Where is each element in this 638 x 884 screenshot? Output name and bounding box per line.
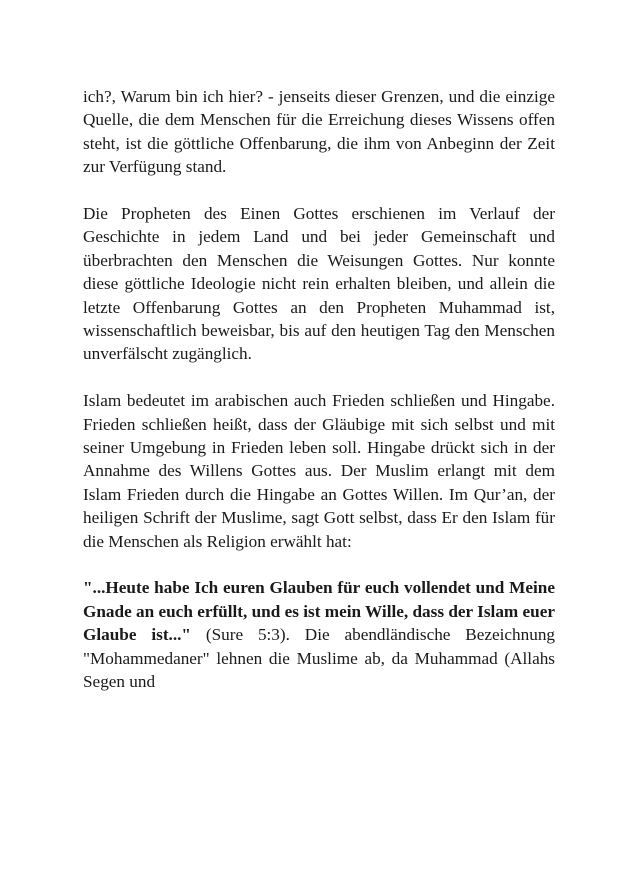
paragraph-1: ich?, Warum bin ich hier? - jenseits dieser Grenzen, und die einzige Quelle, die dem Menschen für die Erreichung dieses Wissens offen steht, ist die göttliche Offenbarung, die ihm von Anbeginn der Zeit zur Verfügung stand. (83, 87, 555, 177)
paragraph-4-text: (Sure 5:3). Die abendländische Bezeichnung "Mohammedaner" lehnen die Muslime ab, da Muhammad (Allahs Segen und (83, 625, 556, 692)
quran-quote: "...Heute habe Ich euren Glauben für euch vollendet und Meine Gnade an euch erfüllt, und es ist mein Wille, dass der Islam euer Glaube ist..." (83, 578, 555, 645)
paragraph-4 (83, 576, 555, 693)
paragraph-3: Islam bedeutet im arabischen auch Frieden schließen und Hingabe. Frieden schließen heißt, dass der Gläubige mit sich selbst und mit seiner Umgebung in Frieden leben soll. Hingabe drückt sich in der Annahme des Willens Gottes aus. Der Muslim erlangt mit dem Islam Frieden durch die Hingabe an Gottes Willen. Im Qur’an, der heiligen Schrift der Muslime, sagt Gott selbst, dass Er den Islam für die Menschen als Religion erwählt hat: (83, 391, 555, 551)
document-page (83, 85, 555, 717)
paragraph-2: Die Propheten des Einen Gottes erschienen im Verlauf der Geschichte in jedem Land und bei jeder Gemeinschaft und überbrachten den Menschen die Weisungen Gottes. Nur konnte diese göttliche Ideologie nicht rein erhalten bleiben, und allein die letzte Offenbarung Gottes an den Propheten Muhammad ist, wissenschaftlich beweisbar, bis auf den heutigen Tag den Menschen unverfälscht zugänglich. (83, 204, 555, 364)
